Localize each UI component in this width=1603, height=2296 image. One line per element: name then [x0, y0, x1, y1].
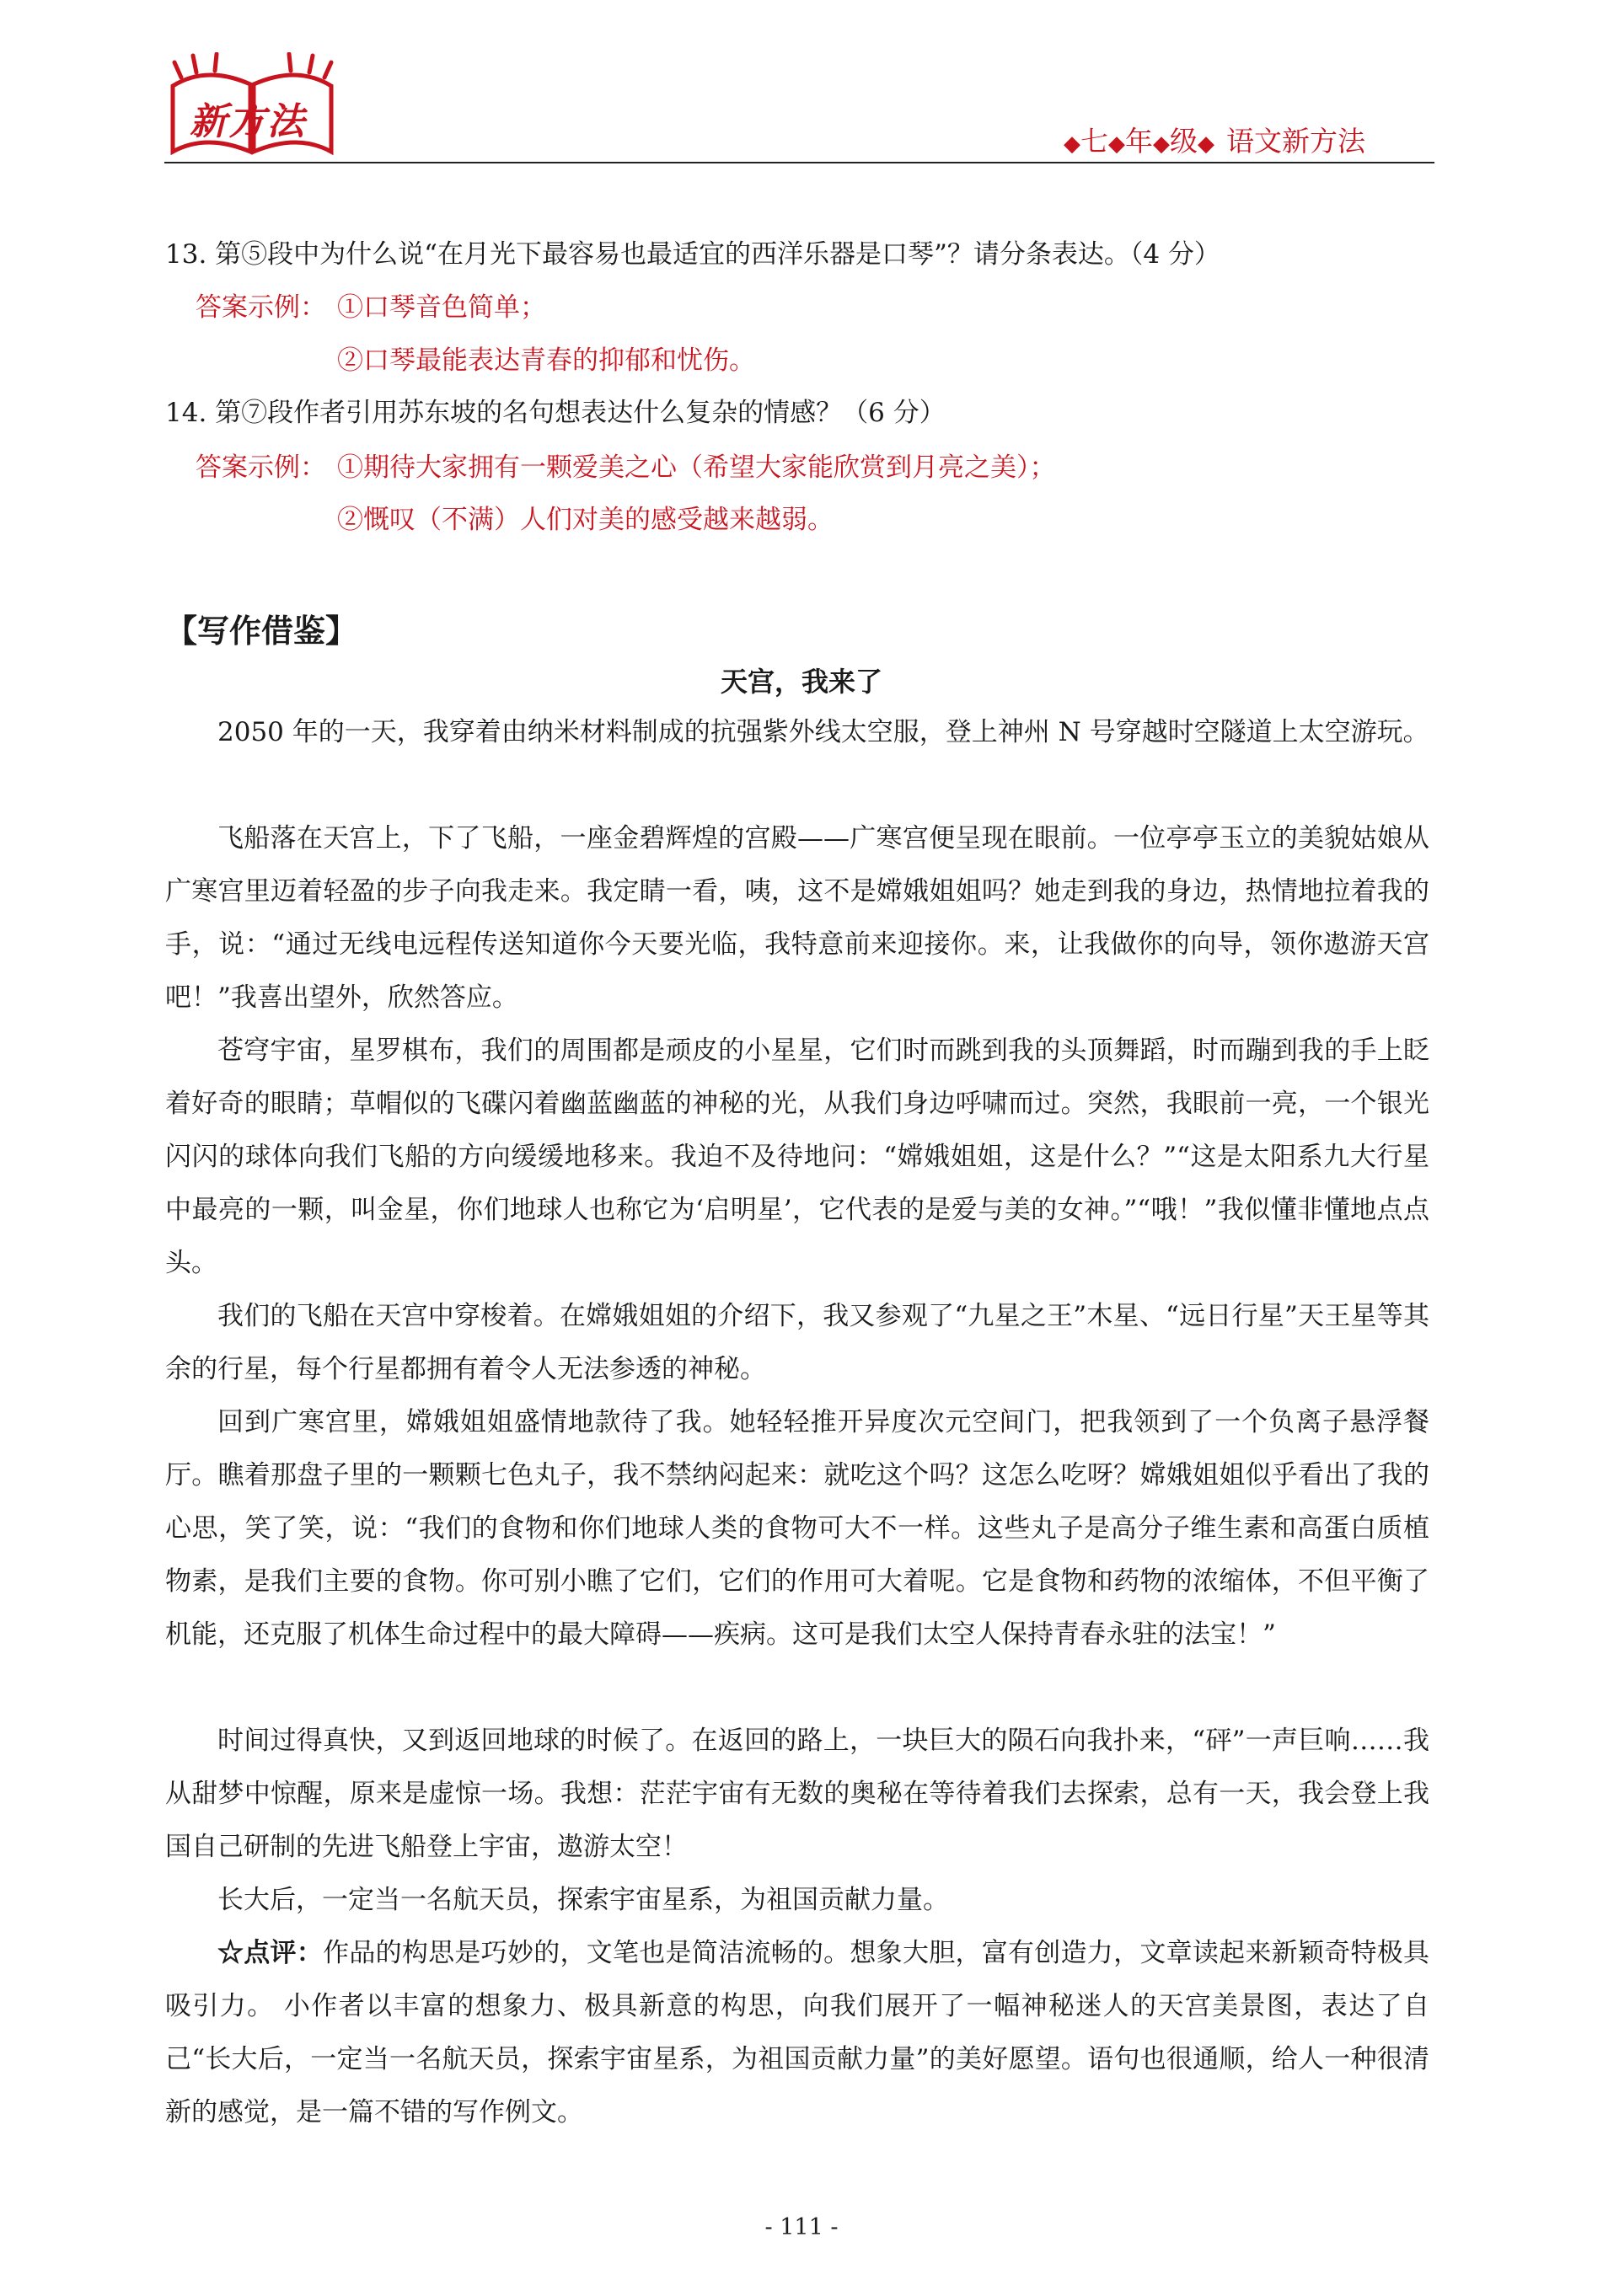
article-paragraph-2: 飞船落在天宫上，下了飞船，一座金碧辉煌的宫殿——广寒宫便呈现在眼前。一位亭亭玉立的美貌姑娘从广寒宫里迈着轻盈的步子向我走来。我定睛一看，咦，这不是嫦娥姐姐吗？她走到我的身边，热情地拉着我的手，说：“通过无线电远程传送知道你今天要光临，我特意前来迎接你。来，让我做你的向导，领你遨游天宫吧！”我喜出望外，欣然答应。	[165, 823, 1429, 1013]
book-title: 语文新方法	[1226, 125, 1365, 158]
answer-label-14: 答案示例：	[196, 452, 326, 483]
header-title	[1064, 120, 1365, 159]
answer-13-2: ②口琴最能表达青春的抑郁和忧伤。	[337, 345, 755, 376]
answer-14-1: ①期待大家拥有一颗爱美之心（希望大家能欣赏到月亮之美）；	[337, 452, 1056, 483]
grade-char-3: 级	[1170, 125, 1198, 158]
diamond-icon: ◆	[1064, 131, 1080, 157]
page-number: - 111 -	[764, 2214, 839, 2240]
article-paragraph-6: 时间过得真快，又到返回地球的时候了。在返回的路上，一块巨大的陨石向我扑来，“砰”一声巨响……我从甜梦中惊醒，原来是虚惊一场。我想：茫茫宇宙有无数的奥秘在等待着我们去探索，总有一天，我会登上我国自己研制的先进飞船登上宇宙，遨游太空！	[165, 1726, 1429, 1862]
logo-text: 新方法	[190, 100, 306, 143]
article-paragraph-7: 长大后，一定当一名航天员，探索宇宙星系，为祖国贡献力量。	[217, 1885, 949, 1915]
diamond-icon: ◆	[1153, 131, 1170, 157]
article-paragraph-4: 我们的飞船在天宫中穿梭着。在嫦娥姐姐的介绍下，我又参观了“九星之王”木星、“远日行星”天王星等其余的行星，每个行星都拥有着令人无法参透的神秘。	[165, 1301, 1429, 1384]
answer-label-13: 答案示例：	[196, 292, 326, 323]
article-title: 天宫，我来了	[720, 666, 882, 698]
article-paragraph-3: 苍穹宇宙，星罗棋布，我们的周围都是顽皮的小星星，它们时而跳到我的头顶舞蹈，时而蹦到我的手上眨着好奇的眼睛；草帽似的飞碟闪着幽蓝幽蓝的神秘的光，从我们身边呼啸而过。突然，我眼前一亮，一个银光闪闪的球体向我们飞船的方向缓缓地移来。我迫不及待地问：“嫦娥姐姐，这是什么？”“这是太阳系九大行星中最亮的一颗，叫金星，你们地球人也称它为‘启明星’，它代表的是爱与美的女神。”“哦！”我似懂非懂地点点头。	[165, 1036, 1429, 1278]
answer-14-2: ②慨叹（不满）人们对美的感受越来越弱。	[337, 505, 834, 535]
comment-label: ☆点评：	[217, 1938, 324, 1968]
diamond-icon: ◆	[1198, 131, 1214, 157]
grade-char-2: 年	[1125, 125, 1153, 158]
article-paragraph-1: 2050 年的一天，我穿着由纳米材料制成的抗强紫外线太空服，登上神州 N 号穿越时空隧道上太空游玩。	[217, 717, 1429, 747]
header-divider	[164, 162, 1434, 163]
answer-13-1: ①口琴音色简单；	[337, 292, 546, 323]
article-paragraph-5: 回到广寒宫里，嫦娥姐姐盛情地款待了我。她轻轻推开异度次元空间门，把我领到了一个负离子悬浮餐厅。瞧着那盘子里的一颗颗七色丸子，我不禁纳闷起来：就吃这个吗？这怎么吃呀？嫦娥姐姐似乎看出了我的心思，笑了笑，说：“我们的食物和你们地球人类的食物可大不一样。这些丸子是高分子维生素和高蛋白质植物素，是我们主要的食物。你可别小瞧了它们，它们的作用可大着呢。它是食物和药物的浓缩体，不但平衡了机能，还克服了机体生命过程中的最大障碍——疾病。这可是我们太空人保持青春永驻的法宝！”	[165, 1407, 1429, 1650]
question-14: 14. 第⑦段作者引用苏东坡的名句想表达什么复杂的情感？（6 分）	[165, 398, 946, 428]
question-13: 13. 第⑤段中为什么说“在月光下最容易也最适宜的西洋乐器是口琴”？请分条表达。（4 分）	[165, 239, 1220, 270]
section-heading: 【写作借鉴】	[165, 613, 358, 650]
grade-char-1: 七	[1080, 125, 1108, 158]
diamond-icon: ◆	[1108, 131, 1125, 157]
comment-text: 作品的构思是巧妙的，文笔也是简洁流畅的。想象大胆，富有创造力，文章读起来新颖奇特极具吸引力。 小作者以丰富的想象力、极具新意的构思，向我们展开了一幅神秘迷人的天宫美景图，表达了自己“长大后，一定当一名航天员，探索宇宙星系，为祖国贡献力量”的美好愿望。语句也很通顺，给人一种很清新的感觉，是一篇不错的写作例文。	[165, 1938, 1430, 2127]
article-comment	[165, 1927, 1429, 2139]
